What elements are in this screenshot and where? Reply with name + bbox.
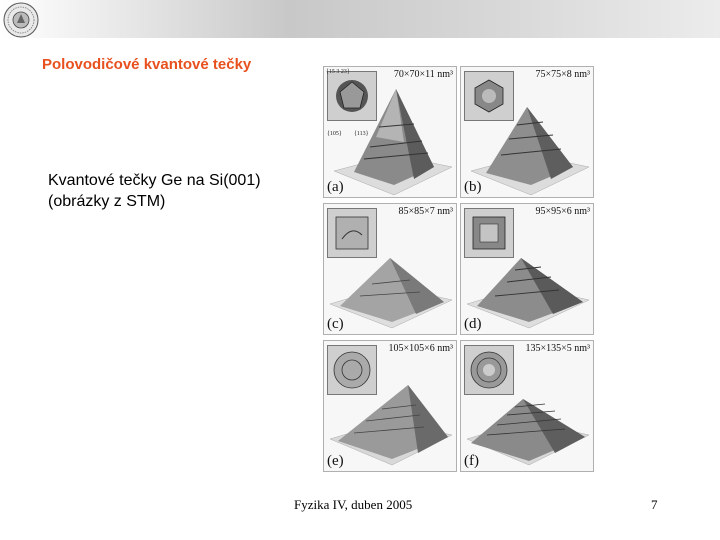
slide-footer: Fyzika IV, duben 2005: [294, 497, 413, 512]
stm-inset-e: [327, 345, 377, 395]
stm-inset-c: [327, 208, 377, 258]
university-seal-icon: [2, 1, 40, 39]
stm-figure: [323, 66, 595, 472]
panel-dimensions: 135×135×5 nm³: [525, 343, 590, 354]
stm-panel-e: [323, 340, 457, 472]
panel-label: (f): [464, 453, 479, 469]
page-number: 7: [651, 497, 658, 512]
panel-dimensions: 95×95×6 nm³: [535, 206, 590, 217]
stm-panel-c: [323, 203, 457, 335]
panel-dimensions: 70×70×11 nm³: [393, 69, 453, 80]
body-line-1: Kvantové tečky Ge na Si(001): [48, 172, 261, 189]
panel-dimensions: 105×105×6 nm³: [388, 343, 453, 354]
stm-inset-a: [327, 71, 377, 121]
panel-label: (c): [327, 316, 344, 332]
stm-panel-a: [323, 66, 457, 198]
body-line-2: (obrázky z STM): [48, 193, 166, 210]
slide-title: Polovodičové kvantové tečky: [42, 56, 252, 73]
stm-inset-b: [464, 71, 514, 121]
stm-panel-d: [460, 203, 594, 335]
panel-label: (e): [327, 453, 344, 469]
panel-dimensions: 85×85×7 nm³: [398, 206, 453, 217]
panel-label: (a): [327, 179, 344, 195]
stm-inset-d: [464, 208, 514, 258]
panel-dimensions: 75×75×8 nm³: [535, 69, 590, 80]
panel-label: (b): [464, 179, 482, 195]
facet-index-label: {113}: [354, 131, 369, 137]
facet-index-label: {15 3 23}: [326, 69, 350, 75]
stm-panel-b: [460, 66, 594, 198]
stm-inset-f: [464, 345, 514, 395]
stm-panel-f: [460, 340, 594, 472]
top-banner: [0, 0, 720, 38]
facet-index-label: {105}: [327, 131, 342, 137]
slide-body: [48, 170, 261, 212]
panel-label: (d): [464, 316, 482, 332]
